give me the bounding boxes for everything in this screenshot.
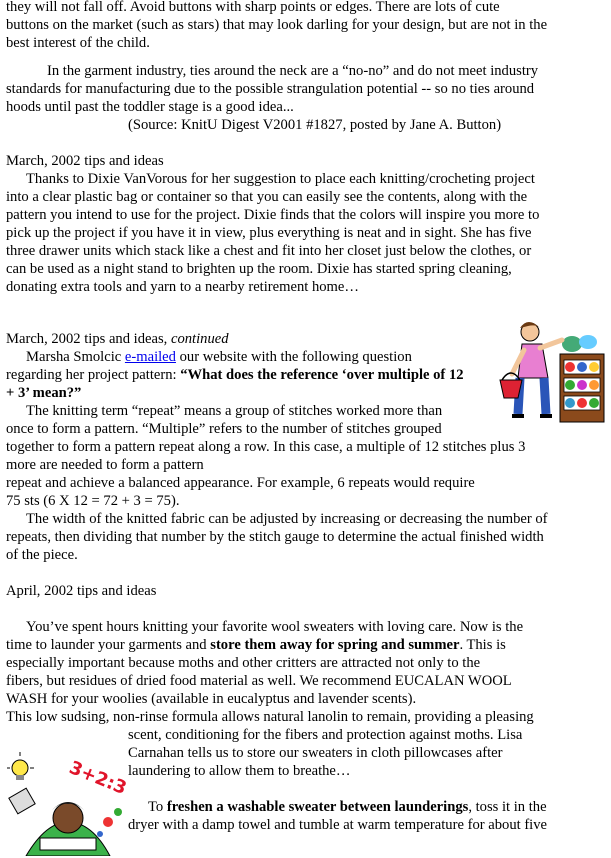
text-line: Marsha Smolcic e-mailed our website with the following question <box>26 349 412 365</box>
text-line: The width of the knitted fabric can be adjusted by increasing or decreasing the number of <box>26 511 548 527</box>
text-line: regarding her project pattern: “What does the reference ‘over multiple of 12 <box>6 367 464 383</box>
text-line: into a clear plastic bag or container so that you can easily see the contents, along with the <box>6 189 528 205</box>
text-line: donating extra tools and yarn to a nearby retirement home… <box>6 279 359 295</box>
text-line: pattern you intend to use for the project. Dixie finds that the colors will inspire you more to <box>6 207 540 223</box>
text-line: especially important because moths and other critters are attracted not only to the <box>6 655 481 671</box>
text-line: In the garment industry, ties around the neck are a “no-no” and do not meet industry <box>47 63 539 79</box>
text-line: of the piece. <box>6 547 78 563</box>
text-line: + 3’ mean?” <box>6 385 82 401</box>
text-line: three drawer units which stack like a chest and fit into her closet just below the clothes, or <box>6 243 532 259</box>
section-heading: March, 2002 tips and ideas <box>6 153 164 169</box>
text-line: Thanks to Dixie VanVorous for her suggestion to place each knitting/crocheting project <box>26 171 535 187</box>
text-line: fibers, but residues of dried food material as well. We recommend EUCALAN WOOL <box>6 673 512 689</box>
text-line: 75 sts (6 X 12 = 72 + 3 = 75). <box>6 493 180 509</box>
text-line: scent, conditioning for the fibers and protection against moths. Lisa <box>128 727 523 743</box>
text-line: repeats, then dividing that number by the stitch gauge to determine the actual finished width <box>6 529 544 545</box>
text-line: standards for manufacturing due to the possible strangulation potential -- so no ties around <box>6 81 535 97</box>
section-heading: March, 2002 tips and ideas, continued <box>6 331 229 347</box>
text-line: they will not fall off. Avoid buttons with sharp points or edges. There are lots of cute <box>6 0 500 15</box>
text-line: WASH for your woolies (available in eucalyptus and lavender scents). <box>6 691 417 707</box>
source-citation: (Source: KnitU Digest V2001 #1827, posted by Jane A. Button) <box>128 117 502 133</box>
text-line: laundering to allow them to breathe… <box>128 763 351 779</box>
text-line: pick up the project if you have it in view, plus everything is neat and in sight. She has five <box>6 225 532 241</box>
email-link[interactable]: e-mailed <box>124 349 176 365</box>
text-line: This low sudsing, non-rinse formula allows natural lanolin to remain, providing a pleasing <box>6 709 534 725</box>
text-line: buttons on the market (such as stars) that may look darling for your design, but are not in the <box>6 17 548 33</box>
text-line: once to form a pattern. “Multiple” refers to the number of stitches grouped <box>6 421 442 437</box>
woman-shopping-icon <box>498 318 608 424</box>
text-line: hoods until past the toddler stage is a good idea... <box>6 99 294 115</box>
math-clip-text: 3+2:3 <box>66 757 130 800</box>
text-line: Carnahan tells us to store our sweaters in cloth pillowcases after <box>128 745 503 761</box>
thinking-kid-icon <box>6 748 130 856</box>
text-line: time to launder your garments and store them away for spring and summer. This is <box>6 637 506 653</box>
text-line: dryer with a damp towel and tumble at warm temperature for about five <box>128 817 548 833</box>
text-line: To freshen a washable sweater between launderings, toss it in the <box>148 799 547 815</box>
text-line: best interest of the child. <box>6 35 150 51</box>
text-line: The knitting term “repeat” means a group of stitches worked more than <box>26 403 443 419</box>
text-line: can be used as a night stand to brighten up the room. Dixie has started spring cleaning, <box>6 261 512 277</box>
text-line: repeat and achieve a balanced appearance. For example, 6 repeats would require <box>6 475 475 491</box>
text-line: You’ve spent hours knitting your favorite wool sweaters with loving care. Now is the <box>26 619 524 635</box>
text-line: together to form a pattern repeat along a row. In this case, a multiple of 12 stitches plus 3 <box>6 439 526 455</box>
text-line: more are needed to form a pattern <box>6 457 204 473</box>
section-heading: April, 2002 tips and ideas <box>6 583 157 599</box>
